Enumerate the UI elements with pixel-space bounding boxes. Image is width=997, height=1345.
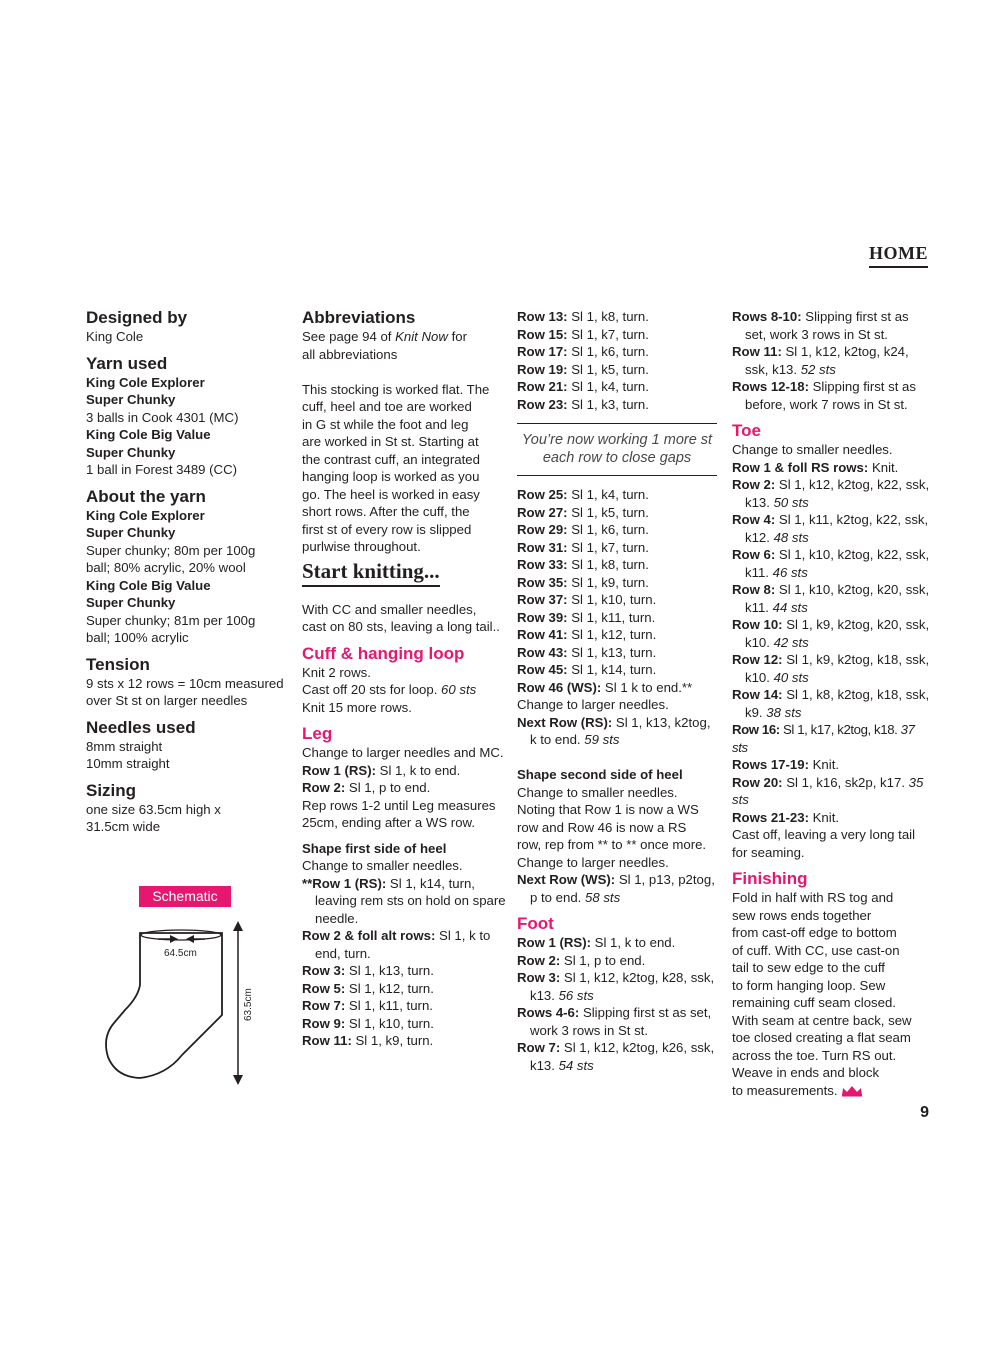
toe-row-list — [732, 476, 932, 721]
cast-off-line: Cast off, leaving a very long tail — [732, 827, 916, 842]
toe-step-1: Change to smaller needles. — [732, 442, 893, 457]
column-1 — [86, 308, 286, 836]
toe-row: Row 6: Sl 1, k10, k2tog, k22, ssk, k11. 46 sts — [732, 547, 930, 580]
foot-row-7: Row 7: Sl 1, k12, k2tog, k26, ssk, k13. 54 sts — [517, 1040, 715, 1073]
intro-line: short rows. After the cuff, the — [302, 504, 470, 519]
abbreviations-text: See page 94 of Knit Now for — [302, 329, 467, 344]
heel-row: Row 9: Sl 1, k10, turn. — [302, 1015, 434, 1031]
finishing-line: across the toe. Turn RS out. — [732, 1047, 897, 1063]
about2-name-line2: Super Chunky — [86, 595, 176, 610]
heel2-line: Change to smaller needles. — [517, 784, 678, 800]
leg-row-2: Row 2: Sl 1, p to end. — [302, 780, 431, 795]
heel2-line: Change to larger needles. — [517, 854, 669, 870]
cast-off-text — [732, 826, 932, 861]
intro-line: in G st while the foot and leg — [302, 416, 469, 432]
section-label: HOME — [869, 243, 928, 268]
foot-rows-12-18: Rows 12-18: Slipping first st as before, work 7 rows in St st. — [732, 379, 916, 412]
intro-line: are worked in St st. Starting at — [302, 434, 479, 449]
start-knitting-heading: Start knitting... — [302, 558, 440, 587]
column-2 — [302, 308, 507, 1050]
foot-rows-8-10: Rows 8-10: Slipping first st as set, work 3 rows in St st. — [732, 309, 909, 342]
cuff-step-2: Cast off 20 sts for loop. 60 sts — [302, 682, 477, 697]
schematic-label: Schematic — [139, 886, 231, 907]
heel-row: Row 5: Sl 1, k12, turn. — [302, 980, 434, 996]
finishing-text — [732, 889, 932, 1082]
column-3 — [517, 308, 717, 1074]
cast-on-text — [302, 601, 507, 636]
abbreviations-heading: Abbreviations — [302, 308, 416, 327]
leg-repeat: Rep rows 1-2 until Leg measures — [302, 797, 496, 813]
finishing-line: from cast-off edge to bottom — [732, 925, 897, 940]
toe-row: Row 4: Sl 1, k11, k2tog, k22, ssk, k12. 48 sts — [732, 512, 929, 545]
height-measure: 63.5cm — [243, 988, 254, 1021]
finishing-line: Weave in ends and block — [732, 1065, 880, 1080]
short-row: Row 21: Sl 1, k4, turn. — [517, 379, 649, 394]
finishing-line: remaining cuff seam closed. — [732, 995, 896, 1010]
cast-on-line: With CC and smaller needles, — [302, 601, 477, 617]
cast-on-line: cast on 80 sts, leaving a long tail.. — [302, 619, 500, 634]
intro-line: first st of every row is slipped — [302, 521, 472, 537]
intro-paragraph — [302, 381, 507, 556]
callout-note: You’re now working 1 more st each row to close gaps — [517, 423, 717, 476]
toe-row: Row 8: Sl 1, k10, k2tog, k20, ssk, k11. 44 sts — [732, 582, 930, 615]
heel2-line: row, rep from ** to ** once more. — [517, 837, 707, 852]
yarn1-detail: 3 balls in Cook 4301 (MC) — [86, 409, 239, 425]
after-row-46: Change to larger needles. — [517, 697, 669, 712]
yarn-used-heading: Yarn used — [86, 353, 168, 373]
short-row: Row 31: Sl 1, k7, turn. — [517, 539, 649, 555]
about1-name: King Cole Explorer — [86, 507, 205, 523]
about1-detail: Super chunky; 80m per 100g — [86, 542, 256, 558]
next-row-rs: Next Row (RS): Sl 1, k13, k2tog, k to end. 59 sts — [517, 714, 711, 747]
heel-heading: Shape first side of heel — [302, 840, 447, 856]
short-row: Row 25: Sl 1, k4, turn. — [517, 487, 649, 502]
foot-heading: Foot — [517, 914, 554, 933]
cast-off-line: for seaming. — [732, 844, 805, 860]
foot-row-11: Row 11: Sl 1, k12, k2tog, k24, ssk, k13. 52 sts — [732, 344, 909, 377]
toe-rows-17-19: Rows 17-19: Knit. — [732, 757, 840, 772]
short-row: Row 27: Sl 1, k5, turn. — [517, 504, 649, 520]
heel2-line: Noting that Row 1 is now a WS — [517, 802, 699, 817]
cuff-opening — [141, 930, 221, 940]
needles-heading: Needles used — [86, 717, 196, 737]
designed-by-heading: Designed by — [86, 308, 188, 327]
heel-row: Row 7: Sl 1, k11, turn. — [302, 998, 433, 1013]
finishing-line: tail to sew edge to the cuff — [732, 960, 885, 975]
finishing-line: sew rows ends together — [732, 907, 872, 923]
crown-icon — [841, 1085, 863, 1097]
heel2-text — [517, 784, 717, 872]
heel-row-1: **Row 1 (RS): Sl 1, k14, turn, leaving rem sts on hold on spare needle. — [302, 875, 506, 926]
intro-line: This stocking is worked flat. The — [302, 381, 490, 397]
short-row: Row 46 (WS): Sl 1 k to end.** — [517, 679, 693, 695]
short-row: Row 41: Sl 1, k12, turn. — [517, 627, 657, 642]
toe-row: Row 2: Sl 1, k12, k2tog, k22, ssk, k13. 50 sts — [732, 477, 930, 510]
leg-heading: Leg — [302, 724, 333, 743]
short-row: Row 35: Sl 1, k9, turn. — [517, 574, 649, 590]
about1-detail-line2: ball; 80% acrylic, 20% wool — [86, 560, 246, 575]
needle-10mm: 10mm straight — [86, 756, 170, 771]
toe-row-1: Row 1 & foll RS rows: Knit. — [732, 459, 899, 475]
about-yarn-heading: About the yarn — [86, 486, 206, 506]
short-row: Row 45: Sl 1, k14, turn. — [517, 662, 657, 677]
sizing-heading: Sizing — [86, 780, 137, 800]
heel2-line: row and Row 46 is now a RS — [517, 819, 687, 835]
needle-8mm: 8mm straight — [86, 738, 163, 754]
cuff-step-3: Knit 15 more rows. — [302, 699, 412, 715]
height-arrow — [233, 921, 243, 1085]
about2-detail: Super chunky; 81m per 100g — [86, 612, 256, 628]
heel-row-list — [302, 962, 507, 1050]
yarn2-name: King Cole Big Value — [86, 427, 211, 442]
foot-row-2: Row 2: Sl 1, p to end. — [517, 952, 646, 968]
toe-row: Row 10: Sl 1, k9, k2tog, k20, ssk, k10. 42 sts — [732, 617, 930, 650]
foot-row-3: Row 3: Sl 1, k12, k2tog, k28, ssk, k13. 56 sts — [517, 970, 715, 1003]
finishing-line: to form hanging loop. Sew — [732, 977, 886, 993]
toe-row-16: Row 16: Sl 1, k17, k2tog, k18. 37 sts — [732, 722, 915, 755]
short-row: Row 15: Sl 1, k7, turn. — [517, 326, 649, 342]
short-rows-list-a — [517, 308, 717, 413]
heel2-heading: Shape second side of heel — [517, 767, 683, 782]
foot-rows-4-6: Rows 4-6: Slipping first st as set, work 3 rows in St st. — [517, 1005, 712, 1038]
finishing-line: toe closed creating a flat seam — [732, 1030, 911, 1045]
leg-repeat-line2: 25cm, ending after a WS row. — [302, 815, 475, 830]
sizing-text: one size 63.5cm high x — [86, 801, 221, 817]
heel-row-2: Row 2 & foll alt rows: Sl 1, k to end, turn. — [302, 928, 491, 961]
stocking-schematic — [100, 915, 260, 1090]
width-arrows — [158, 935, 205, 943]
tension-heading: Tension — [86, 654, 150, 674]
intro-line: go. The heel is worked in easy — [302, 486, 480, 502]
next-row-ws: Next Row (WS): Sl 1, p13, p2tog, p to end. 58 sts — [517, 872, 715, 905]
magazine-title: Knit Now — [395, 329, 448, 344]
short-rows-list-b — [517, 486, 717, 696]
short-row: Row 37: Sl 1, k10, turn. — [517, 592, 657, 607]
sizing-text-line2: 31.5cm wide — [86, 819, 161, 834]
short-row: Row 13: Sl 1, k8, turn. — [517, 309, 649, 324]
finishing-heading: Finishing — [732, 869, 808, 888]
yarn2-detail: 1 ball in Forest 3489 (CC) — [86, 462, 237, 477]
heel-row: Row 11: Sl 1, k9, turn. — [302, 1033, 434, 1048]
leg-row-1: Row 1 (RS): Sl 1, k to end. — [302, 762, 461, 778]
toe-rows-21-23: Rows 21-23: Knit. — [732, 809, 840, 825]
toe-row: Row 12: Sl 1, k9, k2tog, k18, ssk, k10. 40 sts — [732, 652, 930, 685]
heel-row: Row 3: Sl 1, k13, turn. — [302, 963, 434, 978]
heel-step-1: Change to smaller needles. — [302, 858, 463, 873]
tension-text-line2: over St st on larger needles — [86, 693, 248, 708]
short-row: Row 17: Sl 1, k6, turn. — [517, 344, 649, 359]
cuff-heading: Cuff & hanging loop — [302, 643, 465, 663]
about2-name: King Cole Big Value — [86, 577, 211, 593]
intro-line: cuff, heel and toe are worked — [302, 399, 472, 414]
toe-heading: Toe — [732, 421, 761, 440]
column-4 — [732, 308, 932, 1099]
intro-line: purlwise throughout. — [302, 539, 421, 554]
toe-row-20: Row 20: Sl 1, k16, sk2p, k17. 35 sts — [732, 774, 924, 807]
width-measure: 64.5cm — [164, 948, 197, 959]
short-row: Row 29: Sl 1, k6, turn. — [517, 522, 649, 537]
short-row: Row 19: Sl 1, k5, turn. — [517, 361, 649, 377]
leg-step-1: Change to larger needles and MC. — [302, 745, 504, 760]
yarn1-name-line2: Super Chunky — [86, 392, 176, 407]
finishing-last-line: to measurements. — [732, 1082, 932, 1100]
intro-line: the contrast cuff, an integrated — [302, 451, 480, 467]
short-row: Row 43: Sl 1, k13, turn. — [517, 644, 657, 660]
tension-text: 9 sts x 12 rows = 10cm measured — [86, 675, 284, 691]
about1-name-line2: Super Chunky — [86, 525, 176, 540]
foot-row-1: Row 1 (RS): Sl 1, k to end. — [517, 935, 676, 950]
designer-name: King Cole — [86, 329, 144, 344]
finishing-line: Fold in half with RS tog and — [732, 890, 894, 905]
cuff-step-1: Knit 2 rows. — [302, 664, 371, 680]
short-row: Row 39: Sl 1, k11, turn. — [517, 609, 656, 625]
yarn2-name-line2: Super Chunky — [86, 444, 176, 460]
intro-line: hanging loop is worked as you — [302, 469, 480, 484]
toe-row: Row 14: Sl 1, k8, k2tog, k18, ssk, k9. 38 sts — [732, 687, 930, 720]
yarn1-name: King Cole Explorer — [86, 374, 205, 390]
abbreviations-text-line2: all abbreviations — [302, 346, 398, 362]
finishing-line: With seam at centre back, sew — [732, 1012, 912, 1028]
short-row: Row 33: Sl 1, k8, turn. — [517, 557, 649, 572]
page-number: 9 — [920, 1104, 929, 1121]
finishing-line: of cuff. With CC, use cast-on — [732, 942, 900, 958]
about2-detail-line2: ball; 100% acrylic — [86, 630, 189, 645]
short-row: Row 23: Sl 1, k3, turn. — [517, 396, 649, 412]
